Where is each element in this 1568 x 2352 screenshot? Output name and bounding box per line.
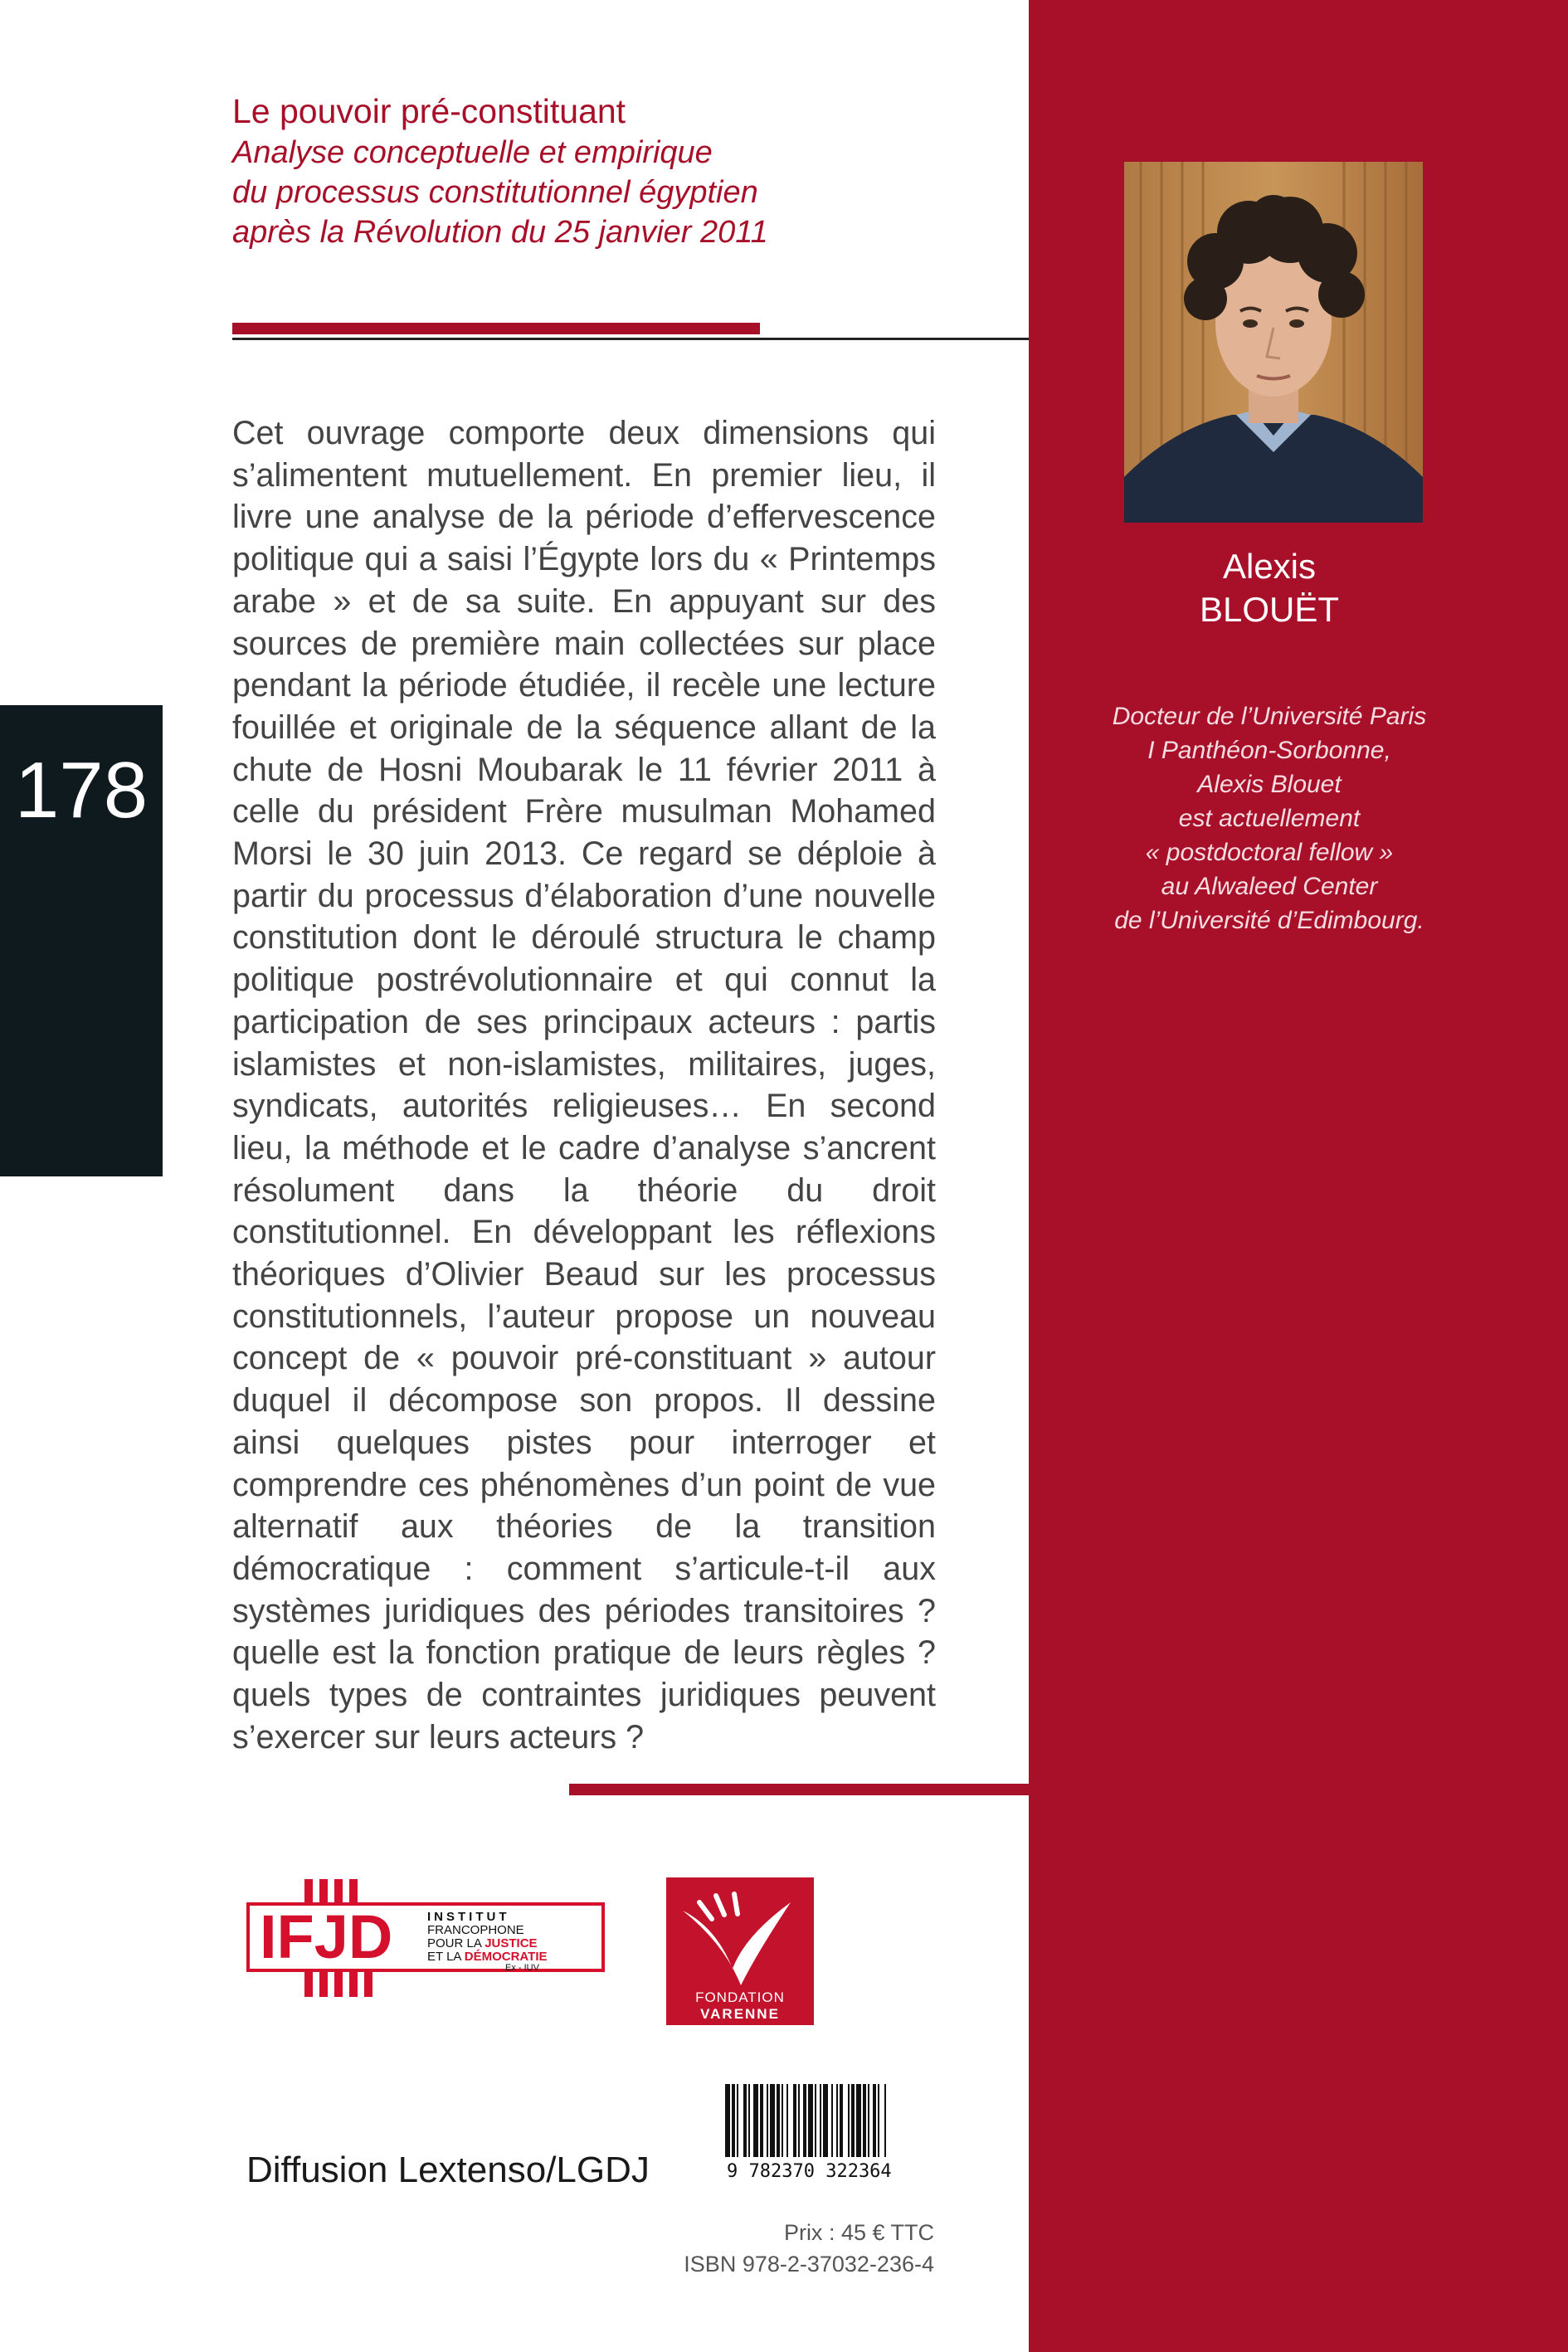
bottom-rule-red xyxy=(569,1784,1029,1795)
book-subtitle-line-1: Analyse conceptuelle et empirique xyxy=(232,135,713,170)
ifjd-line-2: FRANCOPHONE xyxy=(427,1923,524,1937)
barcode-bar xyxy=(737,2084,738,2157)
book-title: Le pouvoir pré-constituant xyxy=(232,92,626,130)
ifjd-line-3b: JUSTICE xyxy=(485,1936,538,1950)
author-first-name: Alexis xyxy=(1222,547,1317,586)
author-bio-line: Alexis Blouet xyxy=(1197,771,1342,798)
series-number: 178 xyxy=(14,746,149,835)
author-bio-line: de l’Université d’Edimbourg. xyxy=(1114,907,1424,934)
ifjd-logo xyxy=(246,1879,605,1999)
book-subtitle-line-3: après la Révolution du 25 janvier 2011 xyxy=(232,215,768,250)
barcode-bar xyxy=(798,2084,800,2157)
barcode-bar xyxy=(848,2084,850,2157)
barcode-bar xyxy=(868,2084,869,2157)
barcode-bar xyxy=(803,2084,806,2157)
author-last-name: BLOUËT xyxy=(1199,590,1340,629)
author-bio-line: Docteur de l’Université Paris xyxy=(1112,703,1427,730)
ifjd-line-4b: DÉMOCRATIE xyxy=(464,1950,548,1964)
barcode-bar xyxy=(725,2084,730,2157)
barcode-bar xyxy=(732,2084,735,2157)
barcode-bar xyxy=(863,2084,866,2157)
title-block xyxy=(232,90,996,252)
barcode-bar xyxy=(836,2084,838,2157)
barcode-bar xyxy=(743,2084,747,2157)
author-bio xyxy=(1070,699,1468,937)
fondation-varenne-logo xyxy=(666,1877,814,2025)
ifjd-line-5: Ex - IUV xyxy=(505,1963,539,1973)
barcode-bar xyxy=(753,2084,758,2157)
isbn: ISBN 978-2-37032-236-4 xyxy=(684,2252,934,2277)
barcode-bar xyxy=(767,2084,768,2157)
barcode-bar xyxy=(851,2084,855,2157)
svg-text:POUR LA JUSTICE xyxy=(427,1936,538,1950)
author-name xyxy=(1070,545,1468,631)
barcode-bar xyxy=(873,2084,876,2157)
ifjd-line-3a: POUR LA xyxy=(427,1936,485,1950)
title-rule-black xyxy=(232,338,1029,340)
barcode-bar xyxy=(884,2084,886,2157)
publisher-diffusion: Diffusion Lextenso/LGDJ xyxy=(246,2150,650,2190)
barcode-bar xyxy=(856,2084,861,2157)
ifjd-acronym: IFJD xyxy=(260,1902,393,1971)
varenne-line-2: VARENNE xyxy=(700,2006,780,2022)
barcode-bar xyxy=(782,2084,783,2157)
title-rule-red xyxy=(232,323,760,334)
barcode-bar xyxy=(786,2084,788,2157)
author-bio-line: au Alwaleed Center xyxy=(1161,873,1378,900)
author-bio-line: est actuellement xyxy=(1178,805,1361,832)
barcode-bar xyxy=(760,2084,763,2157)
barcode-bar xyxy=(823,2084,828,2157)
author-bio-line: I Panthéon-Sorbonne, xyxy=(1147,737,1391,764)
ifjd-line-1: INSTITUT xyxy=(427,1910,510,1924)
isbn-barcode xyxy=(722,2082,937,2182)
book-subtitle-line-2: du processus constitutionnel égyptien xyxy=(232,175,758,210)
barcode-bar xyxy=(840,2084,843,2157)
svg-text:ET LA DÉMOCRATIE xyxy=(427,1950,548,1964)
varenne-line-1: FONDATION xyxy=(695,1989,785,2005)
barcode-bar xyxy=(878,2084,879,2157)
barcode-bar xyxy=(808,2084,813,2157)
barcode-bar xyxy=(770,2084,775,2157)
ifjd-line-4a: ET LA xyxy=(427,1950,465,1964)
barcode-bar xyxy=(748,2084,750,2157)
barcode-bar xyxy=(815,2084,816,2157)
barcode-bar xyxy=(793,2084,796,2157)
barcode-digits: 9 782370 322364 xyxy=(727,2161,892,2182)
price: Prix : 45 € TTC xyxy=(783,2220,934,2245)
author-bio-line: « postdoctoral fellow » xyxy=(1145,839,1394,866)
barcode-bar xyxy=(831,2084,833,2157)
barcode-bar xyxy=(820,2084,821,2157)
author-photo xyxy=(1124,162,1423,523)
back-cover-summary: Cet ouvrage comporte deux dimensions qui s’alimentent mutuellement. En premier lieu, il livre une analyse de la période d’effervescence politique qui a saisi l’Égypte lors du « Printemps arabe » et de sa suite. En appuyant sur des sources de première main collectées sur place pendant la période étudiée, il recèle une lecture fouillée et originale de la séquence allant de la chute de Hosni Moubarak le 11 février 2011 à celle du président Frère musulman Mohamed Morsi le 30 juin 2013. Ce regard se déploie à partir du processus d’élaboration d’une nouvelle constitution dont le déroulé structura le champ politique postrévolutionnaire et qui connut la participation de ses principaux acteurs : partis islamistes et non-islamistes, militaires, juges, syndicats, autorités religieuses… En second lieu, la méthode et le cadre d’analyse s’ancrent résolument dans la théorie du droit constitutionnel. En développant les réflexions théoriques d’Olivier Beaud sur les processus constitutionnels, l’auteur propose un nouveau concept de « pouvoir pré-constituant » autour duquel il décompose son propos. Il dessine ainsi quelques pistes pour interroger et comprendre ces phénomènes d’un point de vue alternatif aux théories de la transition démocratique : comment s’articule-t-il aux systèmes juridiques des périodes transitoires ? quelle est la fonction pratique de leurs règles ? quels types de contraintes juridiques peuvent s’exercer sur leurs acteurs ? xyxy=(232,415,936,1755)
barcode-bar xyxy=(777,2084,780,2157)
